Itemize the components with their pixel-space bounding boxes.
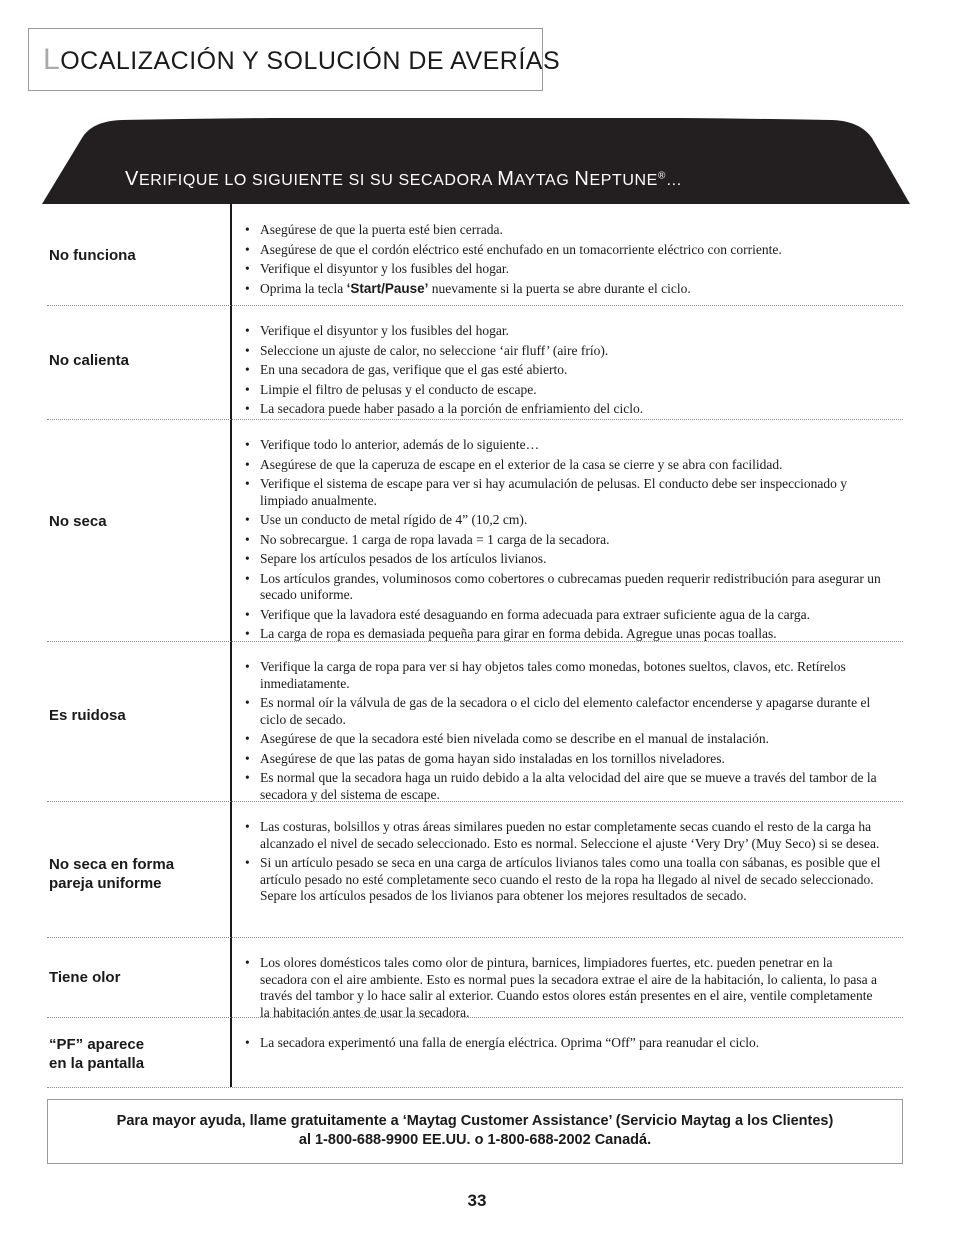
solution-item: • Limpie el filtro de pelusas y el conducto de escape. [243, 382, 883, 399]
solution-list [243, 323, 883, 421]
problem-label-line: No funciona [49, 247, 136, 264]
solution-item: • En una secadora de gas, verifique que el gas esté abierto. [243, 362, 883, 379]
trouble-row [47, 1017, 903, 1087]
banner-heading: VERIFIQUE LO SIGUIENTE SI SU SECADORA MAYTAG NEPTUNE®… [125, 168, 683, 190]
solution-list [243, 1035, 883, 1055]
problem-label [49, 968, 224, 987]
title-initial: L [43, 43, 61, 76]
solution-list [243, 659, 883, 806]
row-separator [47, 1087, 903, 1088]
problem-label [49, 351, 224, 370]
solution-list [243, 955, 883, 1024]
solution-list [243, 437, 883, 646]
solution-item: • Asegúrese de que la secadora esté bien nivelada como se describe en el manual de instalación. [243, 731, 883, 748]
problem-label-line: No seca en forma [49, 856, 175, 873]
solution-list [243, 819, 883, 908]
assistance-line-1: Para mayor ayuda, llame gratuitamente a ‘Maytag Customer Assistance’ (Servicio Maytag a los Clientes) [116, 1113, 834, 1129]
section-banner [42, 118, 910, 204]
problem-label [49, 512, 224, 531]
solution-item: • Asegúrese de que las patas de goma hayan sido instaladas en los tornillos niveladores. [243, 751, 883, 768]
solution-item: • No sobrecargue. 1 carga de ropa lavada = 1 carga de la secadora. [243, 532, 883, 549]
solution-item: • Los olores domésticos tales como olor de pintura, barnices, limpiadores fuertes, etc. pueden penetrar en la secadora con el aire ambiente. Esto es normal pues la secadora extrae el aire de la habitación, lo calienta, lo pasa a través del tambor y lo hace salir al exterior. Cuando estos olores están presentes en el aire, ventile completamente la habitación antes de usar la secadora. [243, 955, 883, 1021]
trouble-row [47, 305, 903, 419]
solution-item: • Los artículos grandes, voluminosos como cobertores o cubrecamas pueden requerir redistribución para asegurar un secado uniforme. [243, 571, 883, 604]
solution-item: • Las costuras, bolsillos y otras áreas similares pueden no estar completamente secas cuando el resto de la carga ha alcanzado el nivel de secado seleccionado. Esto es normal. Seleccione el ajuste ‘Very Dry’ (Muy Seco) si se desea. [243, 819, 883, 852]
solution-item: • Si un artículo pesado se seca en una carga de artículos livianos tales como una toalla con sábanas, es posible que el artículo pesado no esté completamente seco cuando el resto de la ropa ha llegado al nivel de secado seleccionado. Separe los artículos pesados de los livianos para obtener los mejores resultados de secado. [243, 855, 883, 905]
problem-label-line: No seca [49, 513, 107, 530]
solution-item: • Use un conducto de metal rígido de 4” (10,2 cm). [243, 512, 883, 529]
problem-label-line: en la pantalla [49, 1055, 145, 1072]
page-title-box [28, 28, 561, 91]
solution-item: • Seleccione un ajuste de calor, no seleccione ‘air fluff’ (aire frío). [243, 343, 883, 360]
solution-item: • Es normal oír la válvula de gas de la secadora o el ciclo del elemento calefactor encenderse y apagarse durante el ciclo de secado. [243, 695, 883, 728]
problem-label-line: Es ruidosa [49, 707, 126, 724]
solution-item: • Verifique el disyuntor y los fusibles del hogar. [243, 323, 883, 340]
solution-item: • Es normal que la secadora haga un ruido debido a la alta velocidad del aire que se mueve a través del tambor de la secadora y del sistema de escape. [243, 770, 883, 803]
solution-item: • Verifique la carga de ropa para ver si hay objetos tales como monedas, botones sueltos, clavos, etc. Retírelos inmediatamente. [243, 659, 883, 692]
problem-label [49, 1035, 224, 1073]
page-number: 33 [467, 1191, 487, 1210]
problem-label [49, 246, 224, 265]
solution-item: • Asegúrese de que el cordón eléctrico esté enchufado en un tomacorriente eléctrico con corriente. [243, 242, 883, 259]
solution-item: • La secadora experimentó una falla de energía eléctrica. Oprima “Off” para reanudar el ciclo. [243, 1035, 883, 1052]
assistance-box [47, 1099, 903, 1164]
problem-label-line: pareja uniforme [49, 875, 162, 892]
trouble-row [47, 204, 903, 305]
page-title [43, 43, 560, 77]
problem-label [49, 706, 224, 725]
solution-item: • Oprima la tecla ‘Start/Pause’ nuevamente si la puerta se abre durante el ciclo. [243, 281, 883, 298]
solution-item: • Separe los artículos pesados de los artículos livianos. [243, 551, 883, 568]
solution-item: • La carga de ropa es demasiada pequeña para girar en forma debida. Agregue unas pocas toallas. [243, 626, 883, 643]
problem-label-line: “PF” aparece [49, 1036, 145, 1053]
title-rest: OCALIZACIÓN Y SOLUCIÓN DE AVERÍAS [60, 47, 561, 75]
solution-item: • Verifique el sistema de escape para ver si hay acumulación de pelusas. El conducto debe ser inspeccionado y limpiado anualmente. [243, 476, 883, 509]
problem-label-line: No calienta [49, 352, 130, 369]
solution-item: • Asegúrese de que la puerta esté bien cerrada. [243, 222, 883, 239]
solution-item: • Verifique todo lo anterior, además de lo siguiente… [243, 437, 883, 454]
problem-label [49, 855, 224, 893]
trouble-row [47, 641, 903, 801]
problem-label-line: Tiene olor [49, 969, 121, 986]
solution-item: • Verifique el disyuntor y los fusibles del hogar. [243, 261, 883, 278]
trouble-row [47, 937, 903, 1020]
solution-list [243, 222, 883, 300]
trouble-row [47, 419, 903, 641]
trouble-row [47, 801, 903, 937]
solution-item: • La secadora puede haber pasado a la porción de enfriamiento del ciclo. [243, 401, 883, 418]
assistance-line-2: al 1-800-688-9900 EE.UU. o 1-800-688-2002 Canadá. [298, 1132, 652, 1148]
key-name: ‘Start/Pause’ [346, 280, 429, 296]
solution-item: • Asegúrese de que la caperuza de escape en el exterior de la casa se cierre y se abra con facilidad. [243, 457, 883, 474]
banner-shape [42, 118, 910, 204]
solution-item: • Verifique que la lavadora esté desaguando en forma adecuada para extraer suficiente agua de la carga. [243, 607, 883, 624]
